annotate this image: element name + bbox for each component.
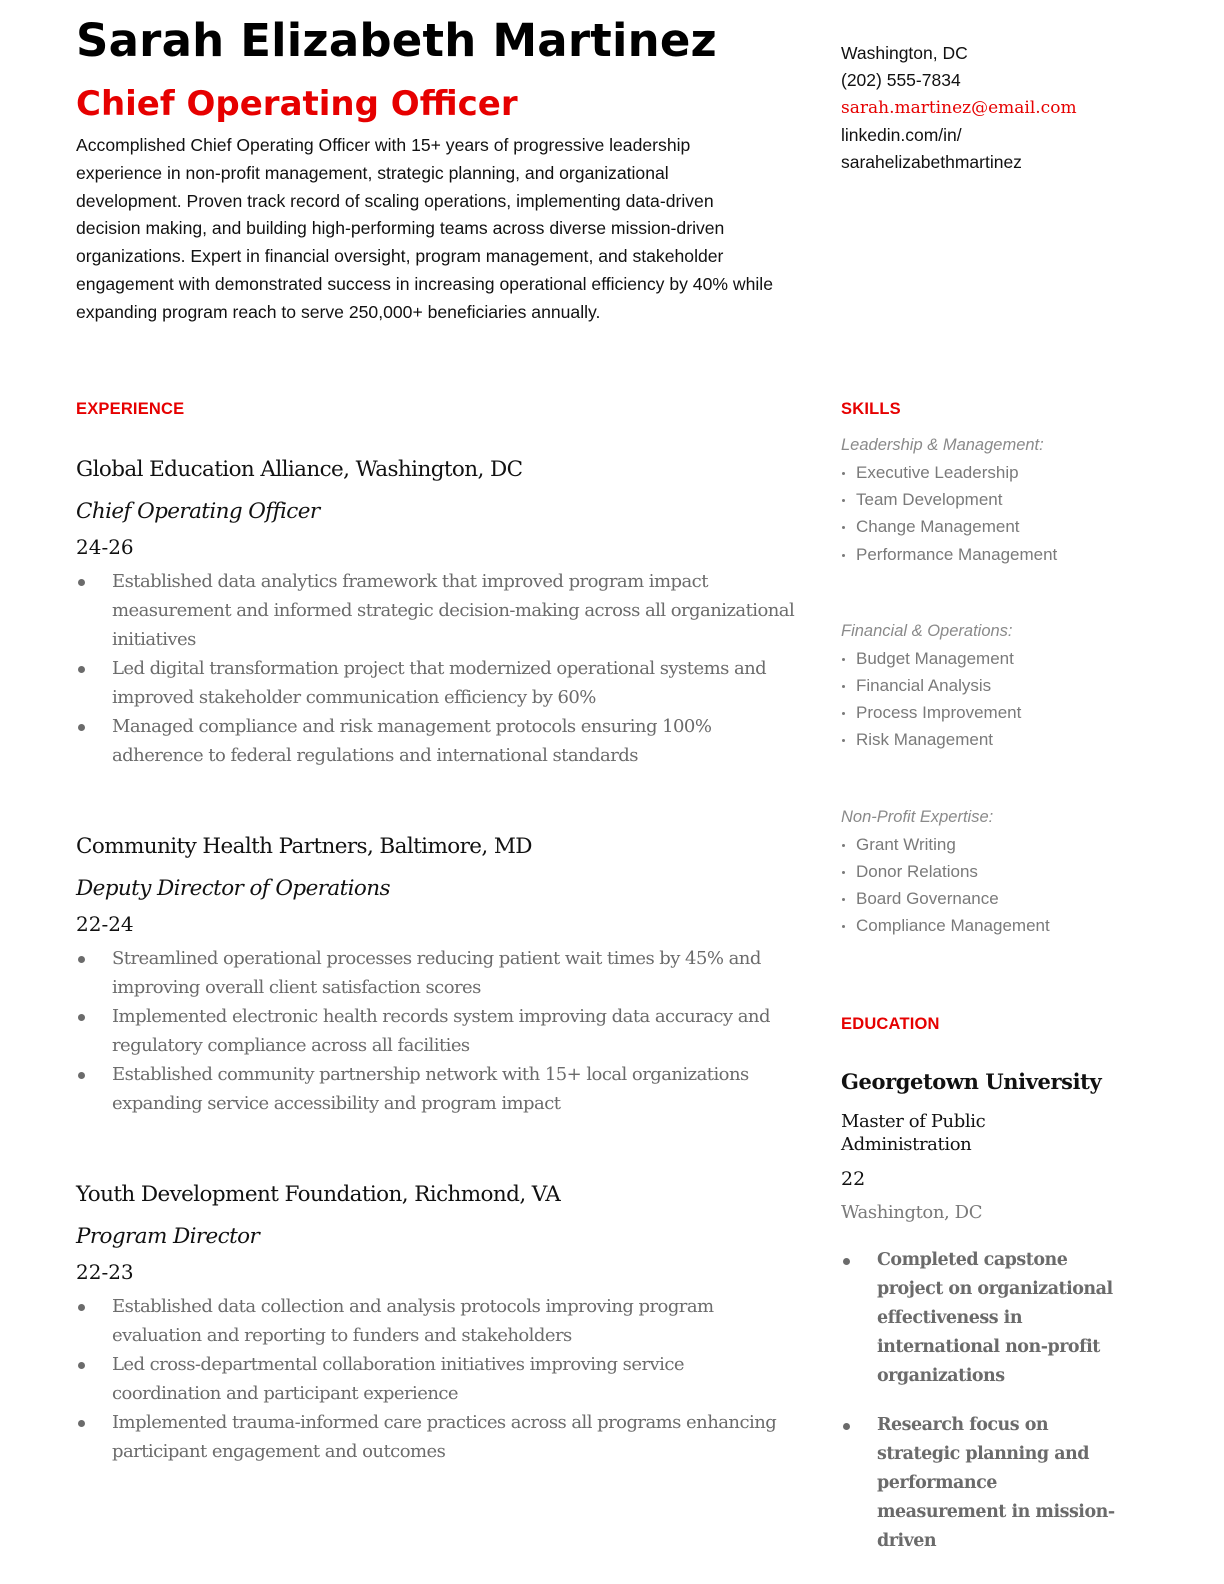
skill-category: Leadership & Management:: [841, 436, 1044, 454]
skill-item: Team Development: [841, 486, 1171, 513]
job-bullet: Implemented trauma-informed care practices across all programs enhancing participant engagement and outcomes: [76, 1408, 796, 1466]
bullet-icon: [78, 666, 85, 673]
job-bullet: Implemented electronic health records system improving data accuracy and regulatory compliance across all facilities: [76, 1002, 796, 1060]
bullet-icon: [842, 554, 845, 557]
job-bullets: [76, 567, 796, 770]
job-bullet: Established data analytics framework that improved program impact measurement and informed strategic decision-making across all organizational initiatives: [76, 567, 796, 654]
bullet-icon: [842, 871, 845, 874]
candidate-role: Chief Operating Officer: [76, 84, 518, 124]
bullet-icon: [78, 579, 85, 586]
bullet-icon: [78, 956, 85, 963]
skill-item: Compliance Management: [841, 912, 1171, 939]
skill-item: Financial Analysis: [841, 672, 1171, 699]
contact-block: [841, 40, 1161, 176]
skill-item: Donor Relations: [841, 858, 1171, 885]
education-entry: [841, 1066, 1141, 1576]
bullet-icon: [842, 739, 845, 742]
contact-location: Washington, DC: [841, 43, 968, 63]
job-entry: [76, 833, 796, 1118]
job-bullet: Established community partnership network with 15+ local organizations expanding service accessibility and program impact: [76, 1060, 796, 1118]
job-organization: Global Education Alliance, Washington, DC: [76, 457, 523, 482]
job-entry: [76, 1181, 796, 1466]
job-bullet: Established data collection and analysis protocols improving program evaluation and reporting to funders and stakeholders: [76, 1292, 796, 1350]
bullet-icon: [842, 499, 845, 502]
professional-summary: Accomplished Chief Operating Officer with 15+ years of progressive leadership experience in non-profit management, strategic planning, and organizational development. Proven track record of scaling operations, implementing data-driven decision making, and building high-performing teams across diverse mission-driven organizations. Expert in financial oversight, program management, and stakeholder engagement with demonstrated success in increasing operational efficiency by 40% while expanding program reach to serve 250,000+ beneficiaries annually.: [76, 135, 773, 322]
skill-group: [841, 432, 1171, 568]
bullet-icon: [843, 1423, 850, 1430]
job-title: Program Director: [76, 1224, 260, 1249]
job-dates: 22-24: [76, 912, 134, 936]
education-bullet: Completed capstone project on organizational effectiveness in international non-profit organizations: [841, 1246, 1127, 1391]
skill-item: Change Management: [841, 513, 1171, 540]
job-dates: 22-23: [76, 1260, 134, 1284]
bullet-icon: [842, 712, 845, 715]
degree: Master of Public Administration: [841, 1111, 986, 1155]
skills-block: [841, 432, 1171, 989]
contact-linkedin-line1[interactable]: linkedin.com/in/: [841, 124, 962, 145]
job-title: Deputy Director of Operations: [76, 876, 390, 901]
education-bullet: Research focus on strategic planning and performance measurement in mission-driven: [841, 1411, 1127, 1556]
skill-item: Risk Management: [841, 726, 1171, 753]
job-organization: Youth Development Foundation, Richmond, VA: [76, 1182, 561, 1207]
job-bullet: Led digital transformation project that modernized operational systems and improved stakeholder communication efficiency by 60%: [76, 654, 796, 712]
bullet-icon: [78, 1072, 85, 1079]
skill-category: Financial & Operations:: [841, 621, 1013, 640]
job-bullet: Streamlined operational processes reducing patient wait times by 45% and improving overall client satisfaction scores: [76, 944, 796, 1002]
skill-group: [841, 804, 1171, 940]
bullet-icon: [842, 844, 845, 847]
bullet-icon: [78, 1014, 85, 1021]
school-name: Georgetown University: [841, 1069, 1102, 1094]
job-title: Chief Operating Officer: [76, 499, 320, 524]
bullet-icon: [78, 1362, 85, 1369]
education-bullets: [841, 1246, 1141, 1556]
job-bullet: Managed compliance and risk management protocols ensuring 100% adherence to federal regulations and international standards: [76, 712, 796, 770]
bullet-icon: [842, 898, 845, 901]
bullet-icon: [842, 925, 845, 928]
experience-heading: EXPERIENCE: [76, 400, 185, 418]
bullet-icon: [842, 658, 845, 661]
skill-item: Executive Leadership: [841, 459, 1171, 486]
skill-item: Board Governance: [841, 885, 1171, 912]
skills-heading: SKILLS: [841, 400, 901, 418]
skill-item: Process Improvement: [841, 699, 1171, 726]
skill-item: Grant Writing: [841, 831, 1171, 858]
bullet-icon: [842, 472, 845, 475]
skill-group: [841, 618, 1171, 754]
job-bullets: [76, 944, 796, 1118]
job-bullet: Led cross-departmental collaboration initiatives improving service coordination and participant experience: [76, 1350, 796, 1408]
bullet-icon: [842, 685, 845, 688]
bullet-icon: [78, 724, 85, 731]
school-location: Washington, DC: [841, 1202, 983, 1223]
skill-category: Non-Profit Expertise:: [841, 807, 994, 826]
contact-linkedin-line2[interactable]: sarahelizabethmartinez: [841, 152, 1022, 173]
job-dates: 24-26: [76, 535, 134, 559]
education-heading: EDUCATION: [841, 1015, 940, 1033]
bullet-icon: [78, 1420, 85, 1427]
skill-item: Budget Management: [841, 645, 1171, 672]
job-entry: [76, 456, 796, 770]
candidate-name: Sarah Elizabeth Martinez: [76, 14, 717, 67]
job-organization: Community Health Partners, Baltimore, MD: [76, 834, 532, 859]
graduation-year: 22: [841, 1168, 866, 1190]
contact-email-link[interactable]: sarah.martinez@email.com: [841, 97, 1077, 118]
bullet-icon: [843, 1258, 850, 1265]
bullet-icon: [78, 1304, 85, 1311]
contact-phone: (202) 555-7834: [841, 70, 961, 91]
skill-item: Performance Management: [841, 541, 1171, 568]
bullet-icon: [842, 526, 845, 529]
job-bullets: [76, 1292, 796, 1466]
